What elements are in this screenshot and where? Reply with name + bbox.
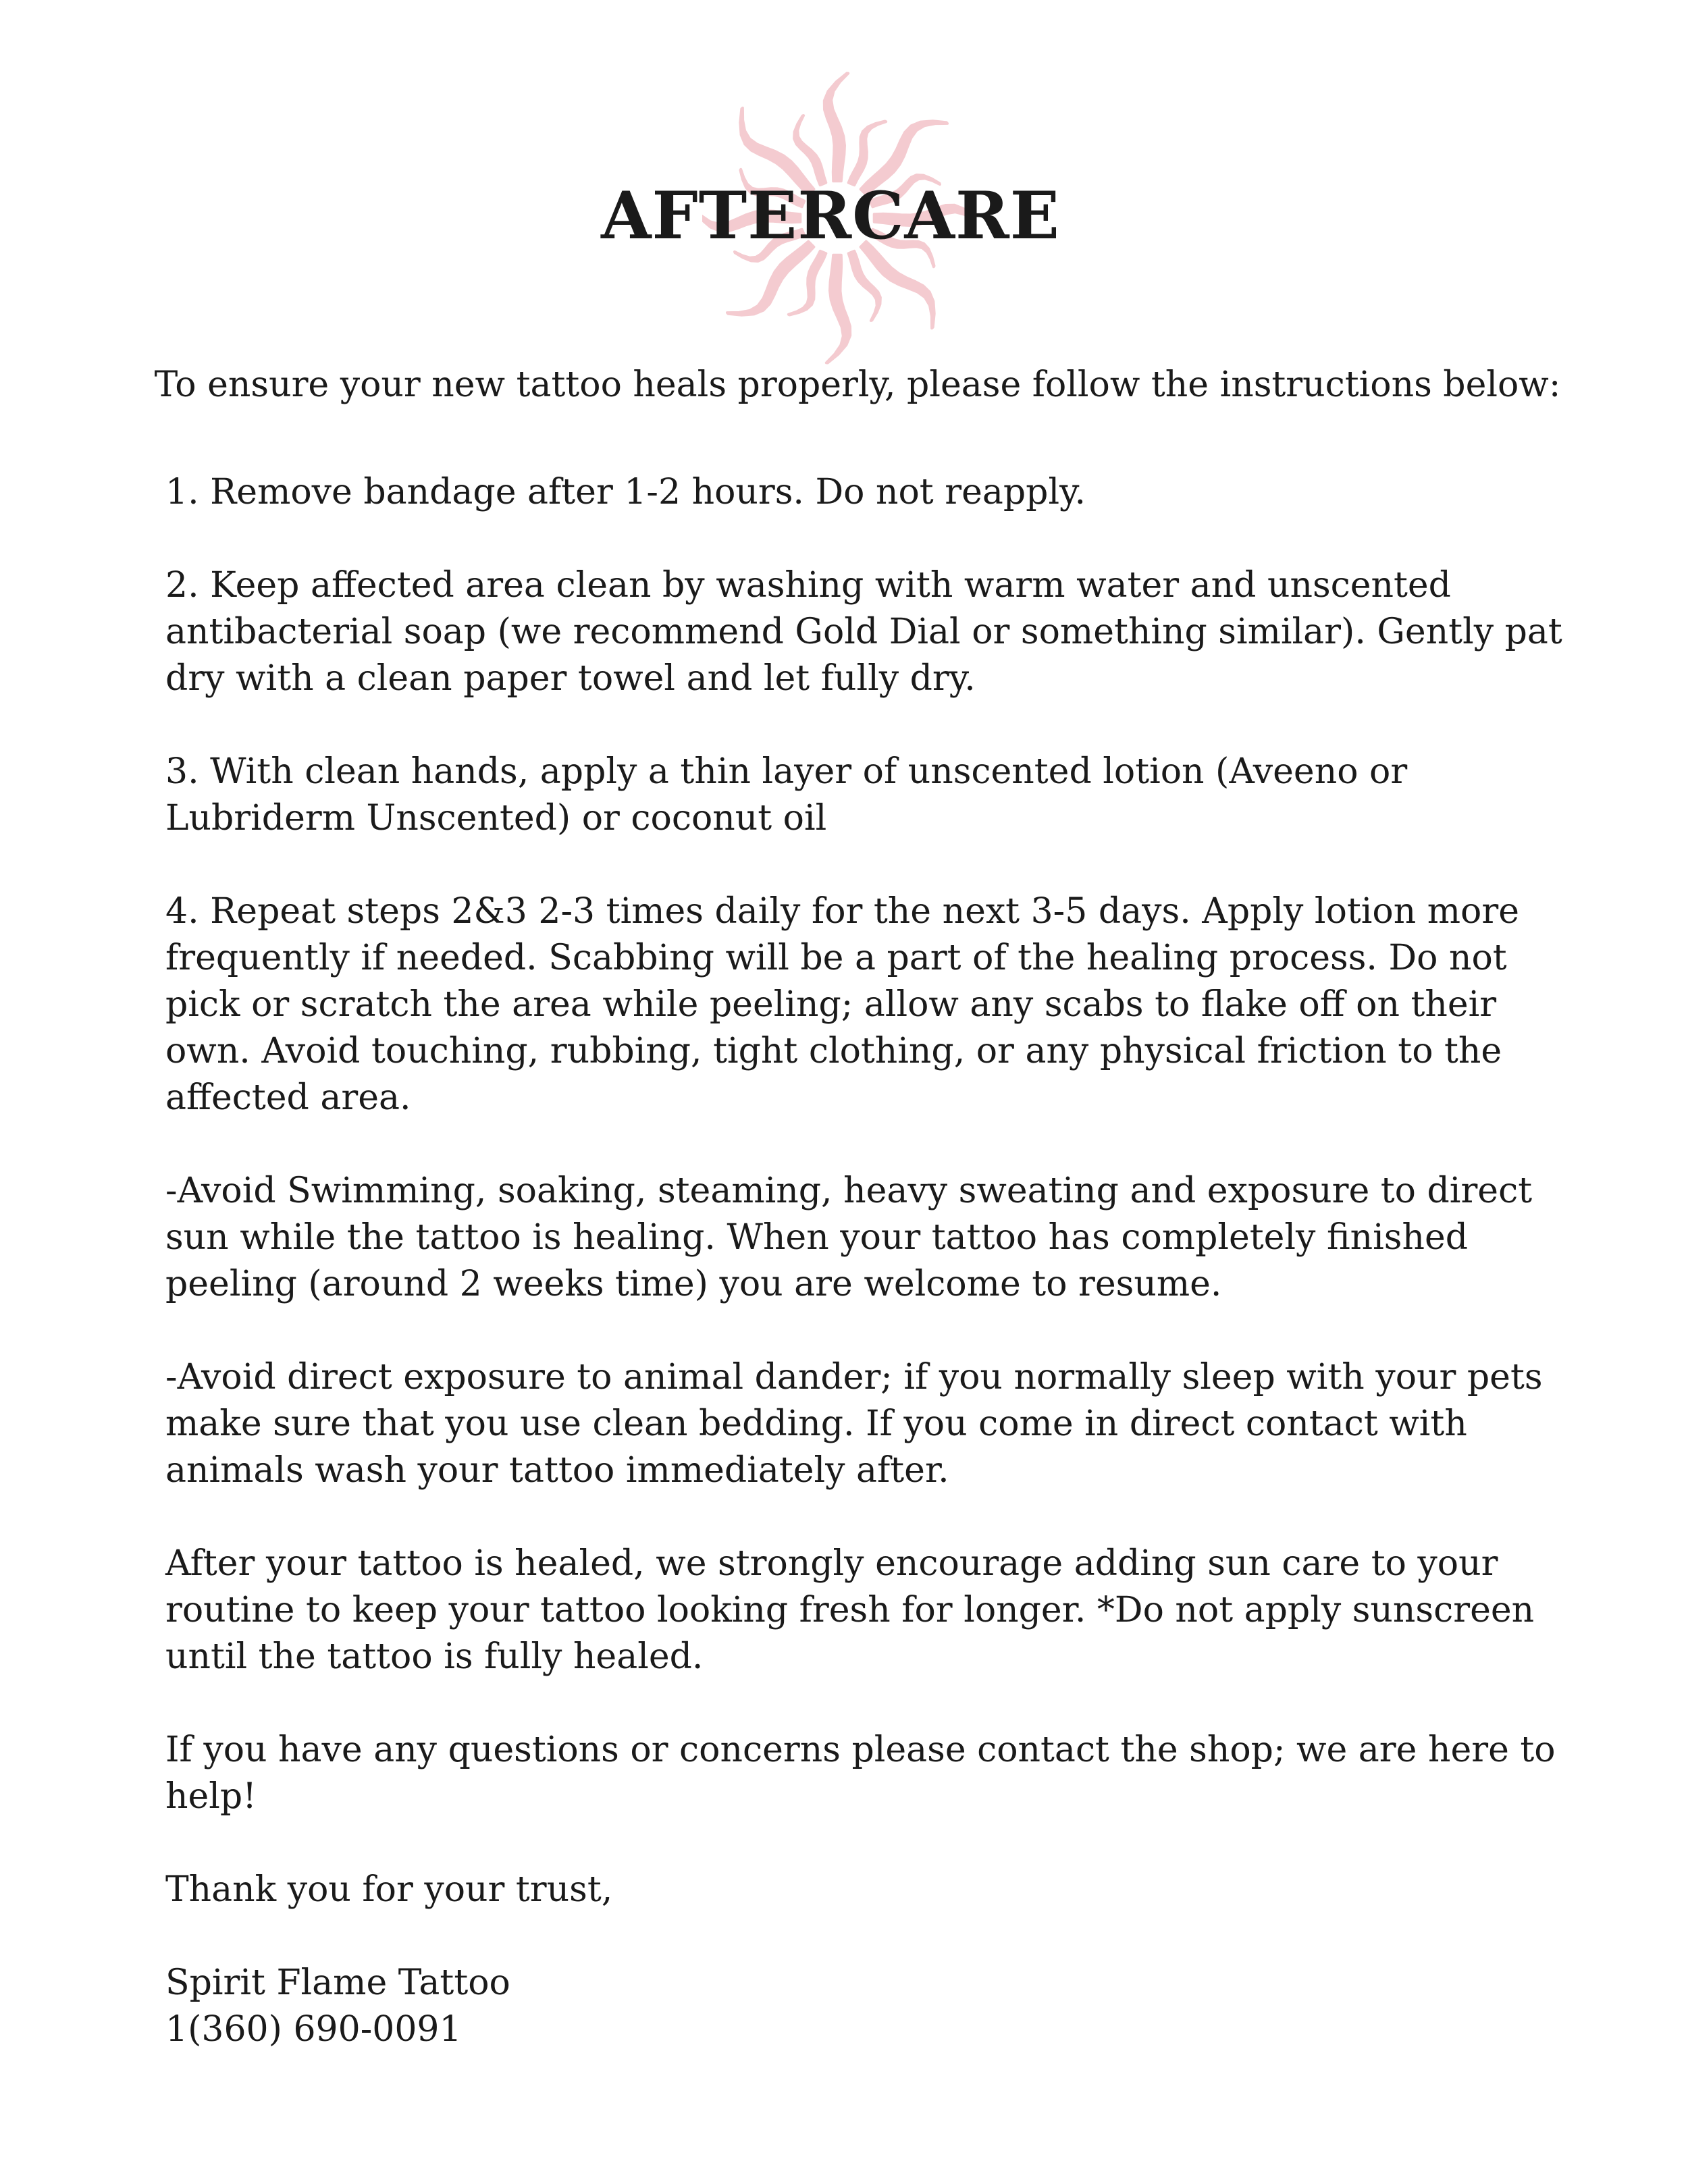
instruction-step-3: 3. With clean hands, apply a thin layer of unscented lotion (Aveeno or Lubriderm Unscented) or coconut oil bbox=[165, 751, 1408, 838]
shop-name: Spirit Flame Tattoo bbox=[165, 1963, 510, 2003]
instruction-step-4: 4. Repeat steps 2&3 2-3 times daily for the next 3-5 days. Apply lotion more frequently if needed. Scabbing will be a part of the healing process. Do not pick or scratch the area while peeling; allow any scabs to flake off on their own. Avoid touching, rubbing, tight clothing, or any physical friction to the affected area. bbox=[165, 891, 1519, 1118]
signature-block bbox=[165, 1960, 1570, 2053]
note-avoid-swimming: -Avoid Swimming, soaking, steaming, heavy sweating and exposure to direct sun while the tattoo is healing. When your tattoo has completely finished peeling (around 2 weeks time) you are welcome to resume. bbox=[165, 1171, 1533, 1304]
note-avoid-animals: -Avoid direct exposure to animal dander; if you normally sleep with your pets make sure that you use clean bedding. If you come in direct contact with animals wash your tattoo immediately after. bbox=[165, 1357, 1543, 1491]
instruction-step-1: 1. Remove bandage after 1-2 hours. Do not reapply. bbox=[165, 472, 1086, 512]
instruction-step-2: 2. Keep affected area clean by washing with warm water and unscented antibacterial soap (we recommend Gold Dial or something similar). Gently pat dry with a clean paper towel and let fully dry. bbox=[165, 565, 1562, 699]
shop-phone: 1(360) 690-0091 bbox=[165, 2009, 462, 2050]
sun-ray bbox=[824, 74, 848, 182]
sun-ray bbox=[826, 255, 850, 363]
note-contact: If you have any questions or concerns please contact the shop; we are here to help! bbox=[165, 1730, 1556, 1817]
instructions-body bbox=[165, 469, 1570, 2053]
closing-line: Thank you for your trust, bbox=[165, 1869, 613, 1910]
page-title: AFTERCARE bbox=[601, 178, 1060, 254]
intro-text: To ensure your new tattoo heals properly, please follow the instructions below: bbox=[154, 365, 1561, 405]
note-sun-care: After your tattoo is healed, we strongly encourage adding sun care to your routine to keep your tattoo looking fresh for longer. *Do not apply sunscreen until the tattoo is fully healed. bbox=[165, 1543, 1535, 1677]
